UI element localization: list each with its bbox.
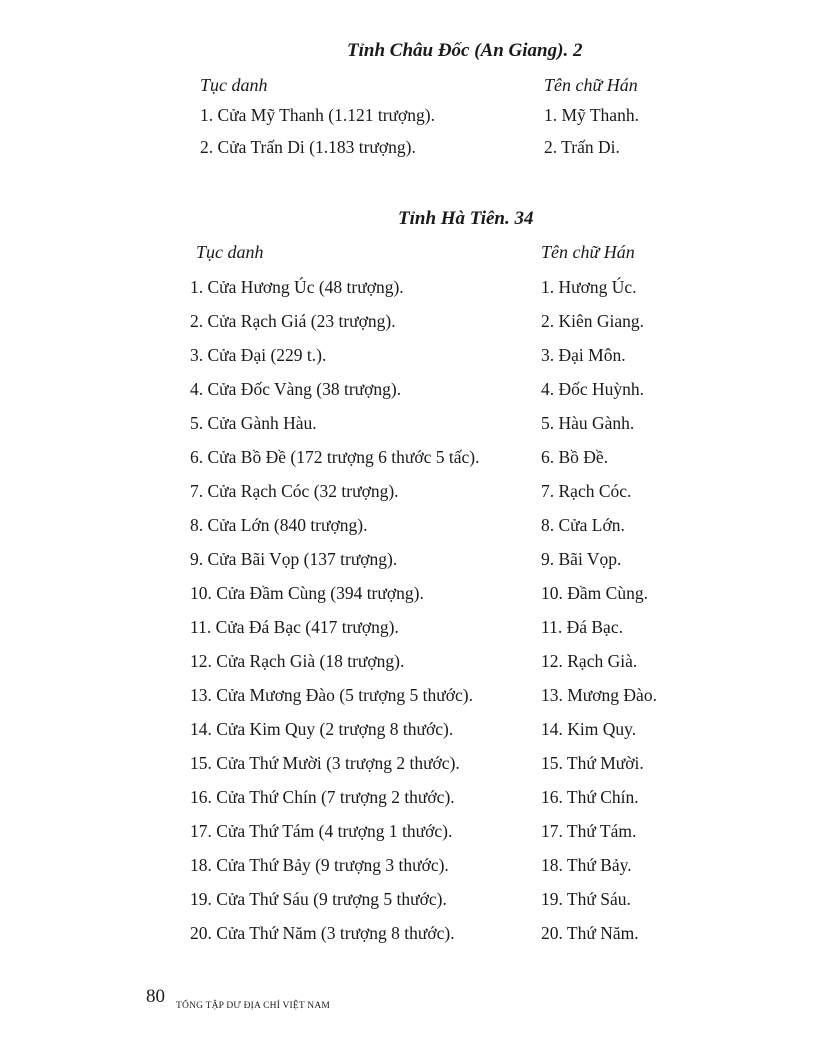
list-item [0, 784, 816, 810]
common-name: 11. Cửa Đá Bạc (417 trượng). [190, 617, 399, 637]
list-item [0, 410, 816, 436]
common-name: 6. Cửa Bồ Đề (172 trượng 6 thước 5 tấc). [190, 447, 480, 467]
common-name: 17. Cửa Thứ Tám (4 trượng 1 thước). [190, 821, 453, 841]
list-item [0, 716, 816, 742]
han-name: 20. Thứ Năm. [541, 923, 639, 943]
common-name: 9. Cửa Bãi Vọp (137 trượng). [190, 549, 398, 569]
column-header-ten-chu-han: Tên chữ Hán [544, 75, 638, 95]
han-name: 14. Kim Quy. [541, 719, 637, 739]
common-name: 7. Cửa Rạch Cóc (32 trượng). [190, 481, 399, 501]
han-name: 6. Bồ Đề. [541, 447, 609, 467]
han-name: 17. Thứ Tám. [541, 821, 637, 841]
column-header-tuc-danh: Tục danh [196, 242, 264, 262]
common-name: 10. Cửa Đầm Cùng (394 trượng). [190, 583, 424, 603]
list-item [0, 274, 816, 300]
list-item [0, 818, 816, 844]
list-item [0, 342, 816, 368]
column-header-ten-chu-han: Tên chữ Hán [541, 242, 635, 262]
han-name: 19. Thứ Sáu. [541, 889, 631, 909]
common-name: 20. Cửa Thứ Năm (3 trượng 8 thước). [190, 923, 455, 943]
han-name: 2. Kiên Giang. [541, 311, 645, 331]
han-name: 10. Đầm Cùng. [541, 583, 648, 603]
han-name: 7. Rạch Cóc. [541, 481, 632, 501]
han-name: 5. Hàu Gành. [541, 413, 635, 433]
common-name: 5. Cửa Gành Hàu. [190, 413, 317, 433]
list-item [0, 444, 816, 470]
list-item [0, 614, 816, 640]
common-name: 13. Cửa Mương Đào (5 trượng 5 thước). [190, 685, 473, 705]
common-name: 8. Cửa Lớn (840 trượng). [190, 515, 368, 535]
han-name: 1. Hương Úc. [541, 277, 637, 297]
han-name: 18. Thứ Bảy. [541, 855, 632, 875]
han-name: 13. Mương Đào. [541, 685, 657, 705]
list-item [0, 376, 816, 402]
page-number: 80 [146, 986, 165, 1007]
han-name: 4. Đốc Huỳnh. [541, 379, 645, 399]
han-name: 2. Trấn Di. [544, 137, 620, 157]
common-name: 18. Cửa Thứ Bảy (9 trượng 3 thước). [190, 855, 449, 875]
list-item [0, 750, 816, 776]
han-name: 11. Đá Bạc. [541, 617, 623, 637]
common-name: 14. Cửa Kim Quy (2 trượng 8 thước). [190, 719, 454, 739]
list-item [0, 580, 816, 606]
list-item [0, 852, 816, 878]
list-item [0, 102, 816, 128]
list-item [0, 134, 816, 160]
common-name: 1. Cửa Mỹ Thanh (1.121 trượng). [200, 105, 435, 125]
common-name: 4. Cửa Đốc Vàng (38 trượng). [190, 379, 402, 399]
book-title: TỔNG TẬP DƯ ĐỊA CHÍ VIỆT NAM [176, 1001, 331, 1011]
common-name: 12. Cửa Rạch Già (18 trượng). [190, 651, 405, 671]
common-name: 1. Cửa Hương Úc (48 trượng). [190, 277, 404, 297]
han-name: 12. Rạch Già. [541, 651, 638, 671]
section-title-chau-doc: Tỉnh Châu Đốc (An Giang). 2 [347, 40, 583, 61]
han-name: 8. Cửa Lớn. [541, 515, 625, 535]
list-item [0, 920, 816, 946]
list-item [0, 648, 816, 674]
list-item [0, 478, 816, 504]
list-item [0, 682, 816, 708]
common-name: 16. Cửa Thứ Chín (7 trượng 2 thước). [190, 787, 455, 807]
list-item [0, 512, 816, 538]
list-item [0, 886, 816, 912]
common-name: 19. Cửa Thứ Sáu (9 trượng 5 thước). [190, 889, 447, 909]
column-header-tuc-danh: Tục danh [200, 75, 268, 95]
han-name: 3. Đại Môn. [541, 345, 626, 365]
list-item [0, 308, 816, 334]
common-name: 3. Cửa Đại (229 t.). [190, 345, 327, 365]
common-name: 2. Cửa Trấn Di (1.183 trượng). [200, 137, 416, 157]
han-name: 1. Mỹ Thanh. [544, 105, 639, 125]
list-item [0, 546, 816, 572]
han-name: 16. Thứ Chín. [541, 787, 639, 807]
common-name: 2. Cửa Rạch Giá (23 trượng). [190, 311, 396, 331]
common-name: 15. Cửa Thứ Mười (3 trượng 2 thước). [190, 753, 460, 773]
han-name: 15. Thứ Mười. [541, 753, 644, 773]
han-name: 9. Bãi Vọp. [541, 549, 622, 569]
section-title-ha-tien: Tỉnh Hà Tiên. 34 [398, 208, 534, 229]
